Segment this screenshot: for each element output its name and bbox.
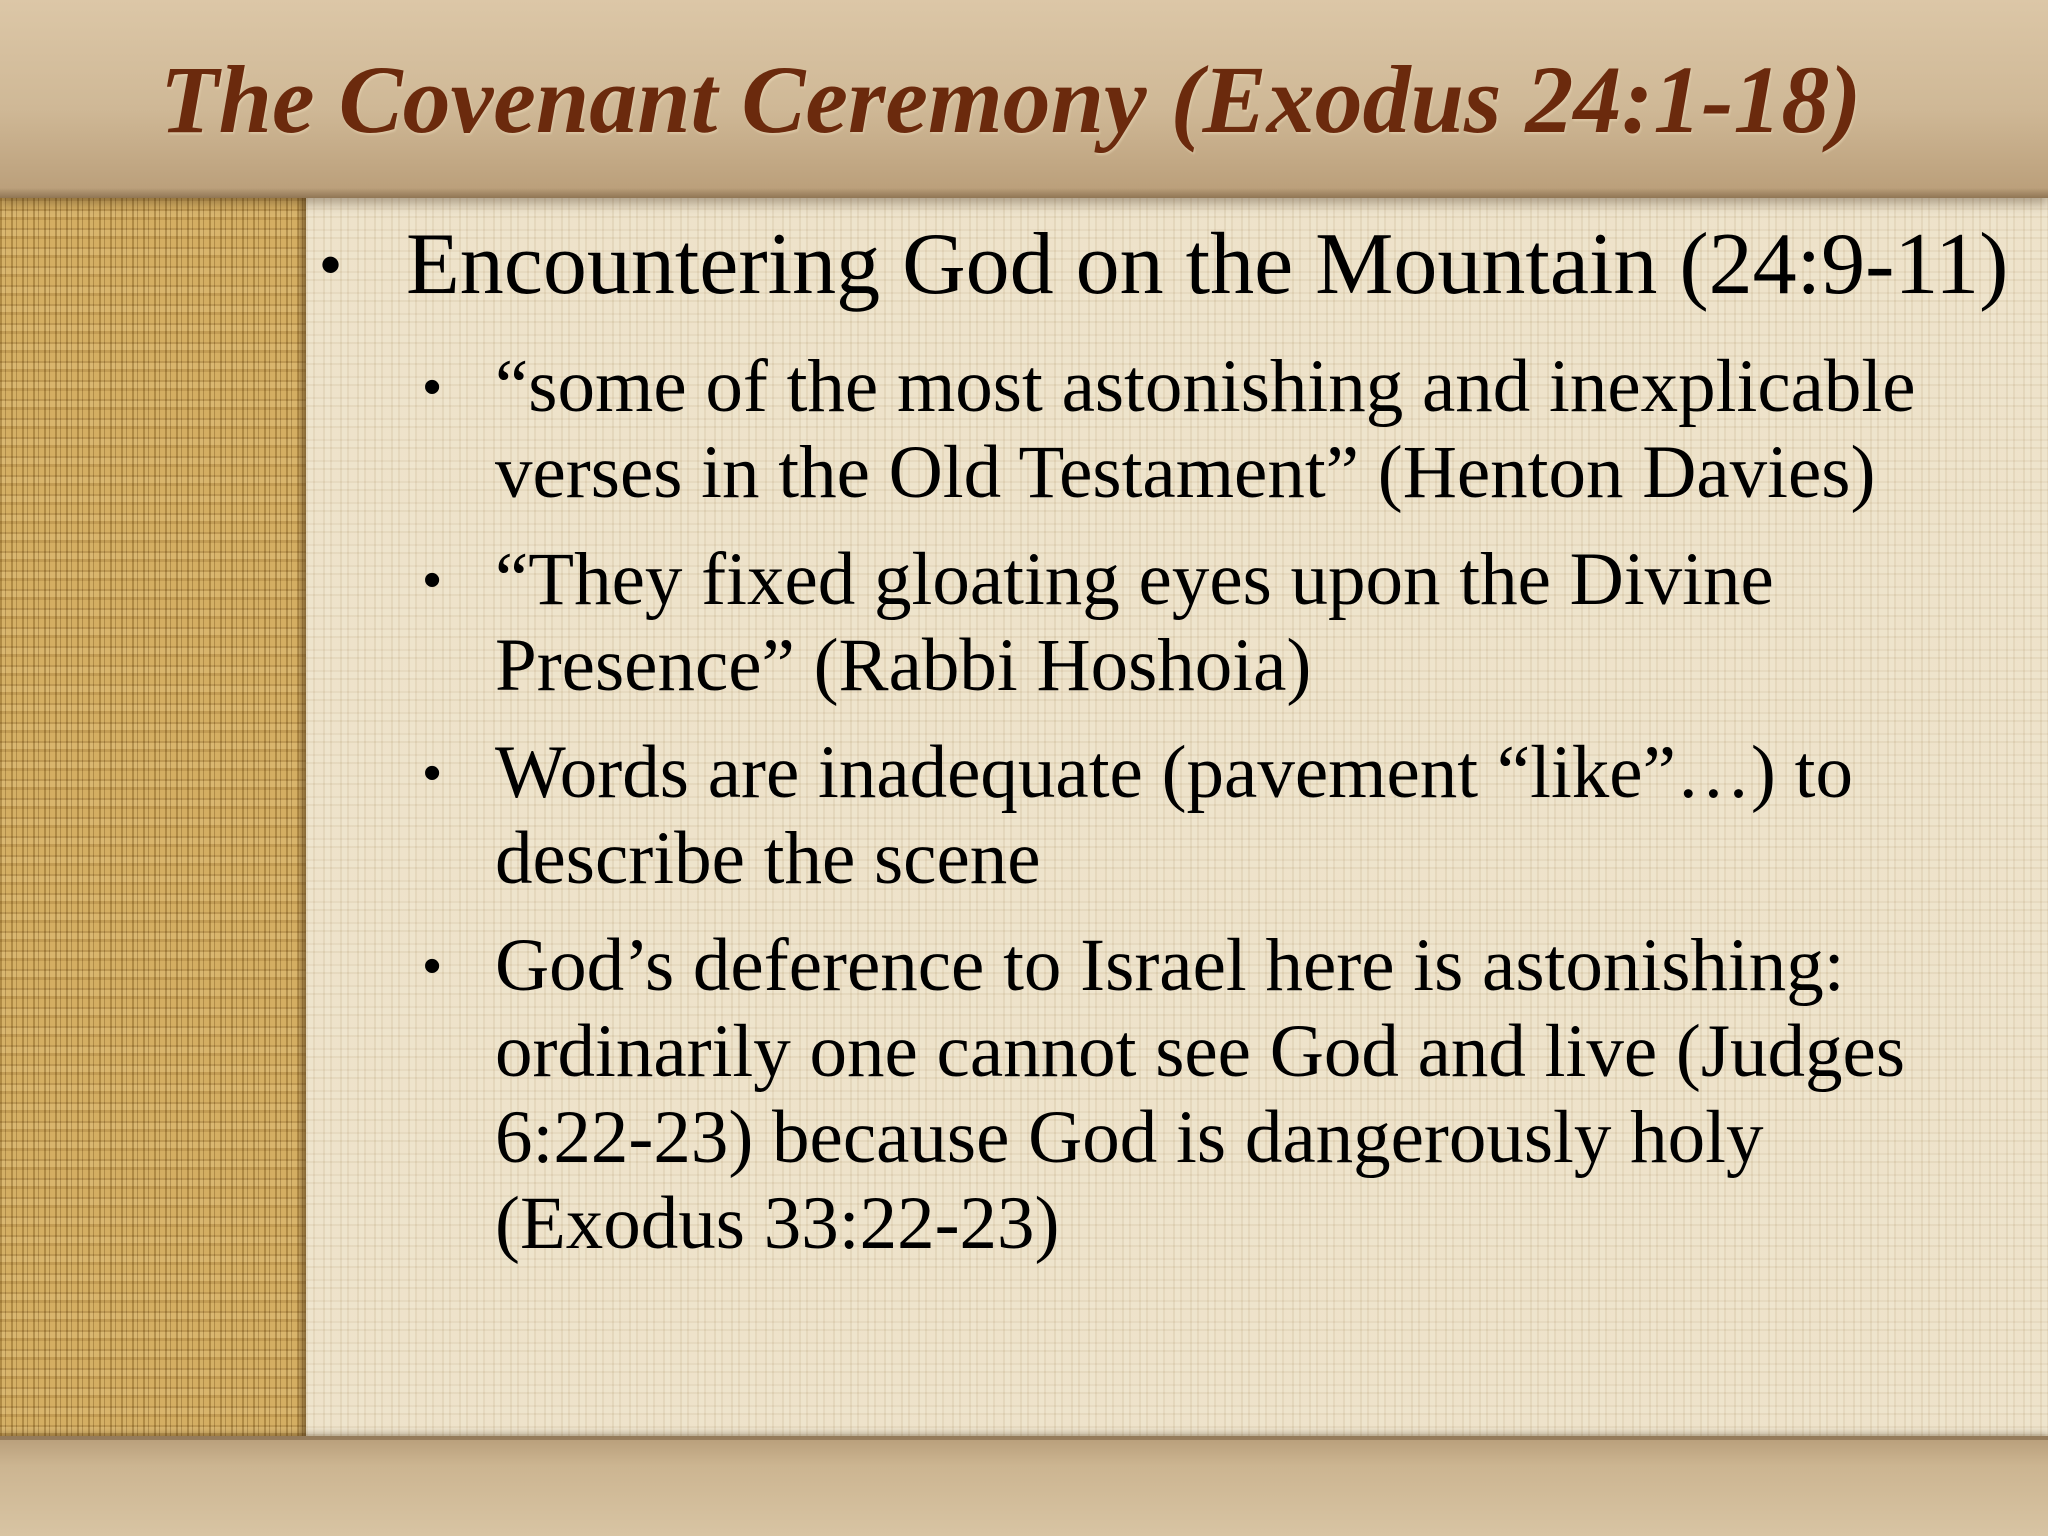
sub-bullet-text: God’s deference to Israel here is astonishing: ordinarily one cannot see God and live (Judges 6:22-23) because God is dangerously holy (Exodus 33:22-23)	[495, 924, 1906, 1265]
sub-bullet-item	[423, 537, 2020, 709]
sub-bullet-item	[423, 923, 2020, 1267]
sub-bullet-text: “They fixed gloating eyes upon the Divine Presence” (Rabbi Hoshoia)	[495, 538, 1774, 707]
bullet-dot-icon: •	[423, 937, 442, 995]
sub-bullet-item	[423, 344, 2020, 516]
bullet-dot-icon: •	[423, 551, 442, 609]
bullet-list	[320, 215, 2020, 1288]
bullet-dot-icon: •	[320, 231, 342, 298]
bullet-item	[320, 215, 2020, 314]
sub-bullet-text: “some of the most astonishing and inexplicable verses in the Old Testament” (Henton Davies)	[495, 345, 1916, 514]
footer-band	[0, 1436, 2048, 1536]
slide-title: The Covenant Ceremony (Exodus 24:1-18)	[160, 46, 1862, 153]
title-band	[0, 0, 2048, 198]
sub-bullet-item	[423, 730, 2020, 902]
bullet-text: Encountering God on the Mountain (24:9-11)	[406, 216, 2009, 313]
bullet-dot-icon: •	[423, 744, 442, 802]
bullet-dot-icon: •	[423, 358, 442, 416]
sub-bullet-text: Words are inadequate (pavement “like”…) to describe the scene	[495, 731, 1853, 900]
decorative-side-strip	[0, 198, 306, 1436]
